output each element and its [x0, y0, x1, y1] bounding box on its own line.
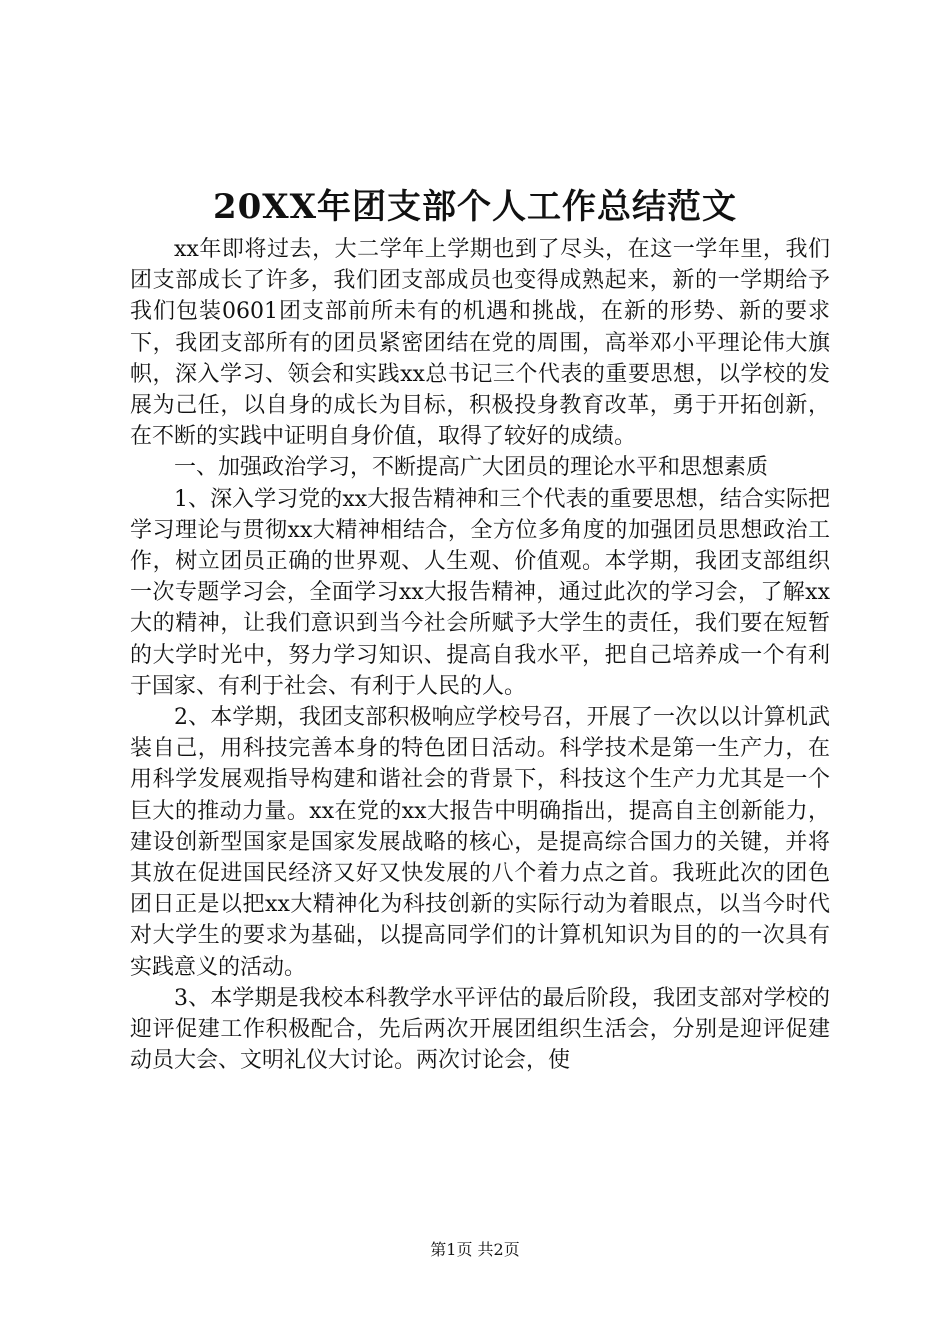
document-title: 20XX年团支部个人工作总结范文: [212, 187, 738, 227]
paragraph-item-2: 2、本学期，我团支部积极响应学校号召，开展了一次以以计算机武装自己，用科技完善本身的特色团日活动。科学技术是第一生产力，在用科学发展观指导构建和谐社会的背景下，科技这个生产力尤其是一个巨大的推动力量。xx在党的xx大报告中明确指出，提高自主创新能力，建设创新型国家是国家发展战略的核心，是提高综合国力的关键，并将其放在促进国民经济又好又快发展的八个着力点之首。我班此次的团色团日正是以把xx大精神化为科技创新的实际行动为着眼点，以当今时代对大学生的要求为基础，以提高同学们的计算机知识为目的的一次具有实践意义的活动。: [130, 705, 830, 980]
paragraph-intro: xx年即将过去，大二学年上学期也到了尽头，在这一学年里，我们团支部成长了许多，我们团支部成员也变得成熟起来，新的一学期给予我们包装0601团支部前所未有的机遇和挑战，在新的形势、新的要求下，我团支部所有的团员紧密团结在党的周围，高举邓小平理论伟大旗帜，深入学习、领会和实践xx总书记三个代表的重要思想，以学校的发展为己任，以自身的成长为目标，积极投身教育改革，勇于开拓创新，在不断的实践中证明自身价值，取得了较好的成绩。: [130, 237, 830, 450]
page-number-footer: 第1页 共2页: [430, 1240, 520, 1259]
paragraph-item-1: 1、深入学习党的xx大报告精神和三个代表的重要思想，结合实际把学习理论与贯彻xx大精神相结合，全方位多角度的加强团员思想政治工作，树立团员正确的世界观、人生观、价值观。本学期，我团支部组织一次专题学习会，全面学习xx大报告精神，通过此次的学习会，了解xx大的精神，让我们意识到当今社会所赋予大学生的责任，我们要在短暂的大学时光中，努力学习知识、提高自我水平，把自己培养成一个有利于国家、有利于社会、有利于人民的人。: [130, 486, 830, 699]
document-body: [130, 234, 830, 1076]
paragraph-item-3: 3、本学期是我校本科教学水平评估的最后阶段，我团支部对学校的迎评促建工作积极配合，先后两次开展团组织生活会，分别是迎评促建动员大会、文明礼仪大讨论。两次讨论会，使: [130, 985, 830, 1074]
section-heading-1: 一、加强政治学习，不断提高广大团员的理论水平和思想素质: [174, 455, 769, 481]
